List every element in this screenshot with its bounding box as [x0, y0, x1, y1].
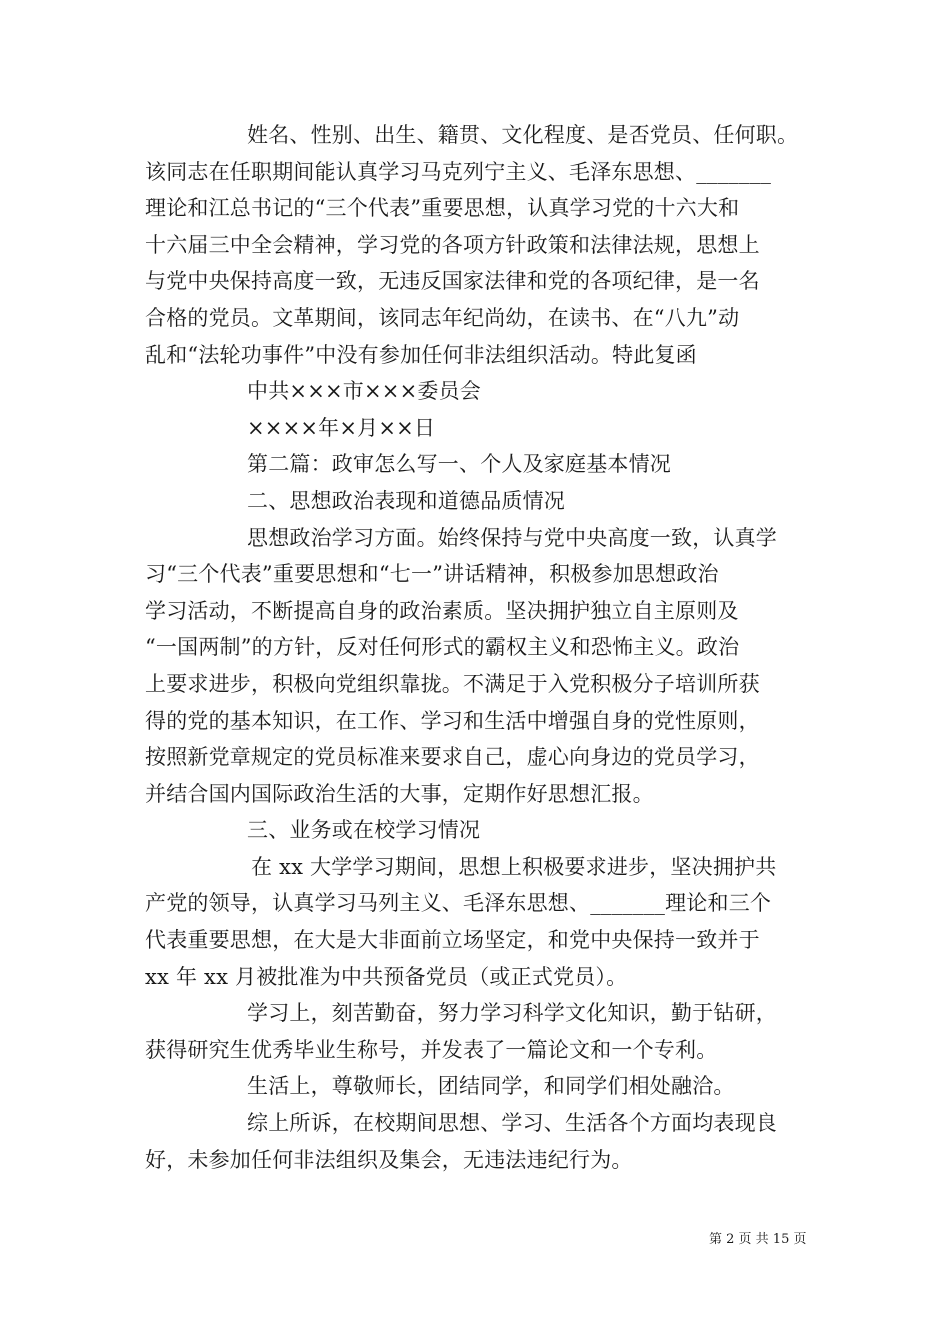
- text-line: 乱和“法轮功事件”中没有参加任何非法组织活动。特此复函: [145, 342, 697, 367]
- text-line: 理论和江总书记的“三个代表”重要思想，认真学习党的十六大和: [145, 196, 740, 221]
- text-line: 按照新党章规定的党员标准来要求自己，虚心向身边的党员学习，: [145, 745, 760, 770]
- text-line: 该同志在任职期间能认真学习马克列宁主义、毛泽东思想、_______: [145, 159, 772, 184]
- text-line: 上要求进步，积极向党组织靠拢。不满足于入党积极分子培训所获: [145, 671, 760, 696]
- section-heading: 三、业务或在校学习情况: [247, 818, 481, 843]
- text-line: 好，未参加任何非法组织及集会，无违法违纪行为。: [145, 1147, 633, 1172]
- document-body: [145, 117, 815, 1178]
- signature-date: ××××年×月××日: [247, 415, 436, 440]
- text-line: “一国两制”的方针，反对任何形式的霸权主义和恐怖主义。政治: [145, 635, 740, 660]
- text-line: 获得研究生优秀毕业生称号，并发表了一篇论文和一个专利。: [145, 1037, 718, 1062]
- text-line: 习“三个代表”重要思想和“七一”讲话精神，积极参加思想政治: [145, 562, 719, 587]
- text-line: 学习上，刻苦勤奋，努力学习科学文化知识，勤于钻研，: [247, 1001, 777, 1026]
- text-line: 生活上，尊敬师长，团结同学，和同学们相处融洽。: [247, 1074, 735, 1099]
- text-line: 学习活动，不断提高自身的政治素质。坚决拥护独立自主原则及: [145, 598, 739, 623]
- text-line: 产党的领导，认真学习马列主义、毛泽东思想、_______理论和三个: [145, 891, 772, 916]
- text-line: 并结合国内国际政治生活的大事，定期作好思想汇报。: [145, 781, 654, 806]
- text-line: 姓名、性别、出生、籍贯、文化程度、是否党员、任何职。: [247, 123, 799, 147]
- text-line: 在 xx 大学学习期间，思想上积极要求进步，坚决拥护共: [251, 854, 777, 879]
- text-line: 与党中央保持高度一致，无违反国家法律和党的各项纪律，是一名: [145, 269, 760, 294]
- text-line: 综上所诉，在校期间思想、学习、生活各个方面均表现良: [247, 1111, 777, 1136]
- text-line: 代表重要思想，在大是大非面前立场坚定，和党中央保持一致并于: [145, 928, 760, 953]
- signature-organization: 中共×××市×××委员会: [247, 379, 481, 404]
- text-line: xx 年 xx 月被批准为中共预备党员（或正式党员）。: [145, 964, 628, 989]
- text-line: 十六届三中全会精神，学习党的各项方针政策和法律法规，思想上: [145, 232, 760, 257]
- section-heading: 二、思想政治表现和道德品质情况: [247, 488, 565, 513]
- section-heading: 第二篇：政审怎么写一、个人及家庭基本情况: [247, 452, 671, 477]
- text-line: 合格的党员。文革期间，该同志年纪尚幼，在读书、在“八九”动: [145, 305, 740, 330]
- text-line: 得的党的基本知识，在工作、学习和生活中增强自身的党性原则，: [145, 708, 760, 733]
- text-line: 思想政治学习方面。始终保持与党中央高度一致，认真学: [247, 525, 777, 550]
- page-number: 第 2 页 共 15 页: [709, 1232, 807, 1247]
